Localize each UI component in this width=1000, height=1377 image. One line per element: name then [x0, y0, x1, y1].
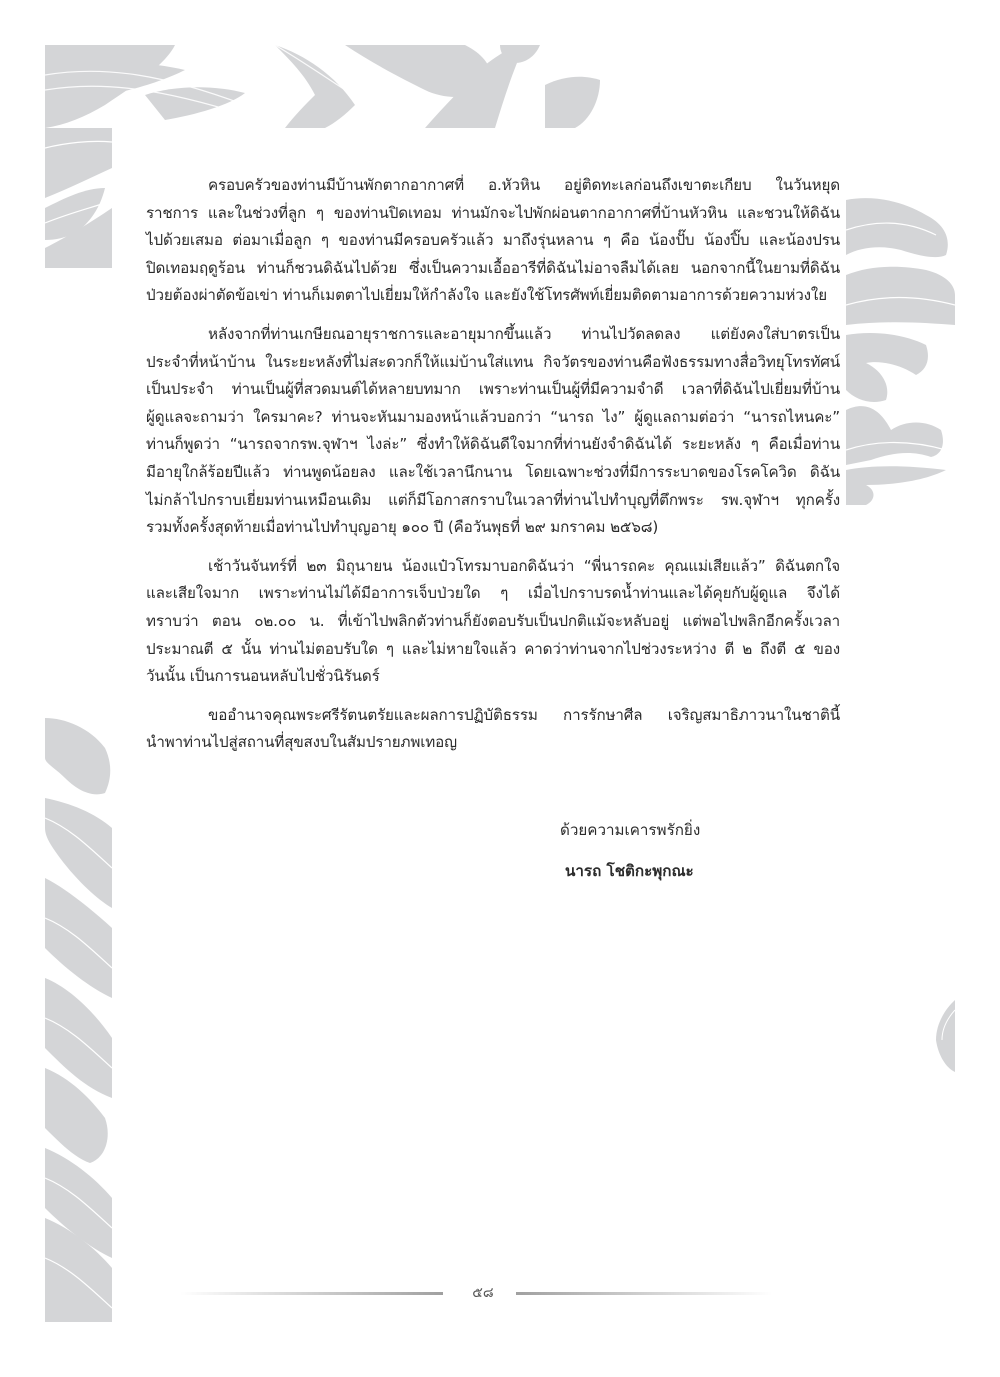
text-line: วันนั้น เป็นการนอนหลับไปชั่วนิรันดร์: [146, 667, 380, 686]
text-line: มีอายุใกล้ร้อยปีแล้ว ท่านพูดน้อยลง และใช้เวลานึกนาน โดยเฉพาะช่วงที่มีการระบาดของโรคโควิด ดิฉัน: [146, 462, 840, 481]
text-line: ราชการ และในช่วงที่ลูก ๆ ของท่านปิดเทอม ท่านมักจะไปพักผ่อนตากอากาศที่บ้านหัวหิน และชวนให้ดิฉัน: [146, 203, 840, 222]
author-signature: นารถ โชติกะพุกณะ: [565, 862, 694, 880]
text-line: ป่วยต้องผ่าตัดข้อเข่า ท่านก็เมตตาไปเยี่ยมให้กำลังใจ และยังใช้โทรศัพท์เยี่ยมติดตามอาการด้วยความห่วงใย: [146, 286, 827, 305]
footer-rule-right: [516, 1292, 772, 1295]
text-line: หลังจากที่ท่านเกษียณอายุราชการและอายุมากขึ้นแล้ว ท่านไปวัดลดลง แต่ยังคงใส่บาตรเป็น: [208, 324, 840, 343]
text-line: ปิดเทอมฤดูร้อน ท่านก็ชวนดิฉันไปด้วย ซึ่งเป็นความเอื้ออารีที่ดิฉันไม่อาจลืมได้เลย นอกจากนี้ในยามที่ดิฉัน: [146, 258, 840, 277]
text-line: นำพาท่านไปสู่สถานที่สุขสงบในสัมปรายภพเทอญ: [146, 733, 457, 752]
paragraph-blessing: [146, 702, 840, 757]
text-line: ทราบว่า ตอน ๐๒.๐๐ น. ที่เข้าไปพลิกตัวท่านก็ยังตอบรับเป็นปกติแม้จะหลับอยู่ แต่พอไปพลิกอีกครั้งเวลา: [146, 611, 840, 630]
page-footer: [180, 1284, 780, 1304]
text-line: รวมทั้งครั้งสุดท้ายเมื่อท่านไปทำบุญอายุ ๑๐๐ ปี (คือวันพุธที่ ๒๙ มกราคม ๒๕๖๘): [146, 518, 659, 537]
closing-block: [558, 818, 700, 883]
paragraph-passing: [146, 553, 840, 691]
footer-rule-left: [180, 1292, 443, 1295]
paragraph-family-house: [146, 172, 840, 310]
floral-leaf-icon: [936, 1000, 955, 1072]
text-line: ไม่กล้าไปกราบเยี่ยมท่านเหมือนเดิม แต่ก็มีโอกาสกราบในเวลาที่ท่านไปทำบุญที่ตึกพระ รพ.จุฬาฯ ทุกครั้ง: [146, 490, 840, 509]
floral-ornament-top: [45, 45, 610, 128]
floral-ornament-left-lower: [45, 718, 112, 1322]
floral-swirl-icon: [846, 195, 955, 505]
text-line: ท่านก็พูดว่า “นารถจากรพ.จุฬาฯ ไงล่ะ” ซึ่งทำให้ดิฉันดีใจมากที่ท่านยังจำดิฉันได้ ระยะหลัง ๆ คือเมื่อท่าน: [146, 435, 840, 454]
text-line: ประจำที่หน้าบ้าน ในระยะหลังที่ไม่สะดวกก็ให้แม่บ้านใส่แทน กิจวัตรของท่านคือฟังธรรมทางสื่อวิทยุโทรทัศน์: [146, 352, 840, 371]
floral-ornament-left-upper: [45, 128, 112, 268]
paragraph-retirement: [146, 321, 840, 542]
text-line: ขออำนาจคุณพระศรีรัตนตรัยและผลการปฏิบัติธรรม การรักษาศีล เจริญสมาธิภาวนาในชาตินี้: [208, 705, 840, 724]
text-line: เป็นประจำ ท่านเป็นผู้ที่สวดมนต์ได้หลายบทมาก เพราะท่านเป็นผู้ที่มีความจำดี เวลาที่ดิฉันไปเยี่ยมที่บ้าน: [146, 380, 840, 399]
text-line: และเสียใจมาก เพราะท่านไม่ได้มีอาการเจ็บป่วยใด ๆ เมื่อไปกราบรดน้ำท่านและได้คุยกับผู้ดูแล จึงได้: [146, 584, 840, 603]
text-line: ไปด้วยเสมอ ต่อมาเมื่อลูก ๆ ของท่านมีครอบครัวแล้ว มาถึงรุ่นหลาน ๆ คือ น้องปั๊บ น้องปิ๊บ และน้องปรน: [146, 231, 840, 250]
closing-salutation: ด้วยความเคารพรักยิ่ง: [560, 821, 701, 839]
text-line: ประมาณตี ๕ นั้น ท่านไม่ตอบรับใด ๆ และไม่หายใจแล้ว คาดว่าท่านจากไปช่วงระหว่าง ตี ๒ ถึงตี ๕ ของ: [146, 639, 840, 658]
floral-ornament-right-small: [936, 1000, 955, 1072]
floral-swirl-icon: [45, 45, 610, 128]
floral-ornament-right: [846, 195, 955, 505]
text-line: ครอบครัวของท่านมีบ้านพักตากอากาศที่ อ.หัวหิน อยู่ติดทะเลก่อนถึงเขาตะเกียบ ในวันหยุด: [208, 176, 840, 194]
document-body: [146, 172, 840, 768]
floral-leaf-icon: [45, 128, 112, 268]
page-number: ๕๘: [472, 1285, 494, 1301]
text-line: ผู้ดูแลจะถามว่า ใครมาคะ? ท่านจะหันมามองหน้าแล้วบอกว่า “นารถ ไง” ผู้ดูแลถามต่อว่า “นารถไหนคะ”: [146, 407, 840, 426]
floral-scroll-icon: [45, 718, 112, 1322]
text-line: เช้าวันจันทร์ที่ ๒๓ มิถุนายน น้องแป๋วโทรมาบอกดิฉันว่า “พี่นารถคะ คุณแม่เสียแล้ว” ดิฉันตกใจ: [208, 556, 840, 575]
